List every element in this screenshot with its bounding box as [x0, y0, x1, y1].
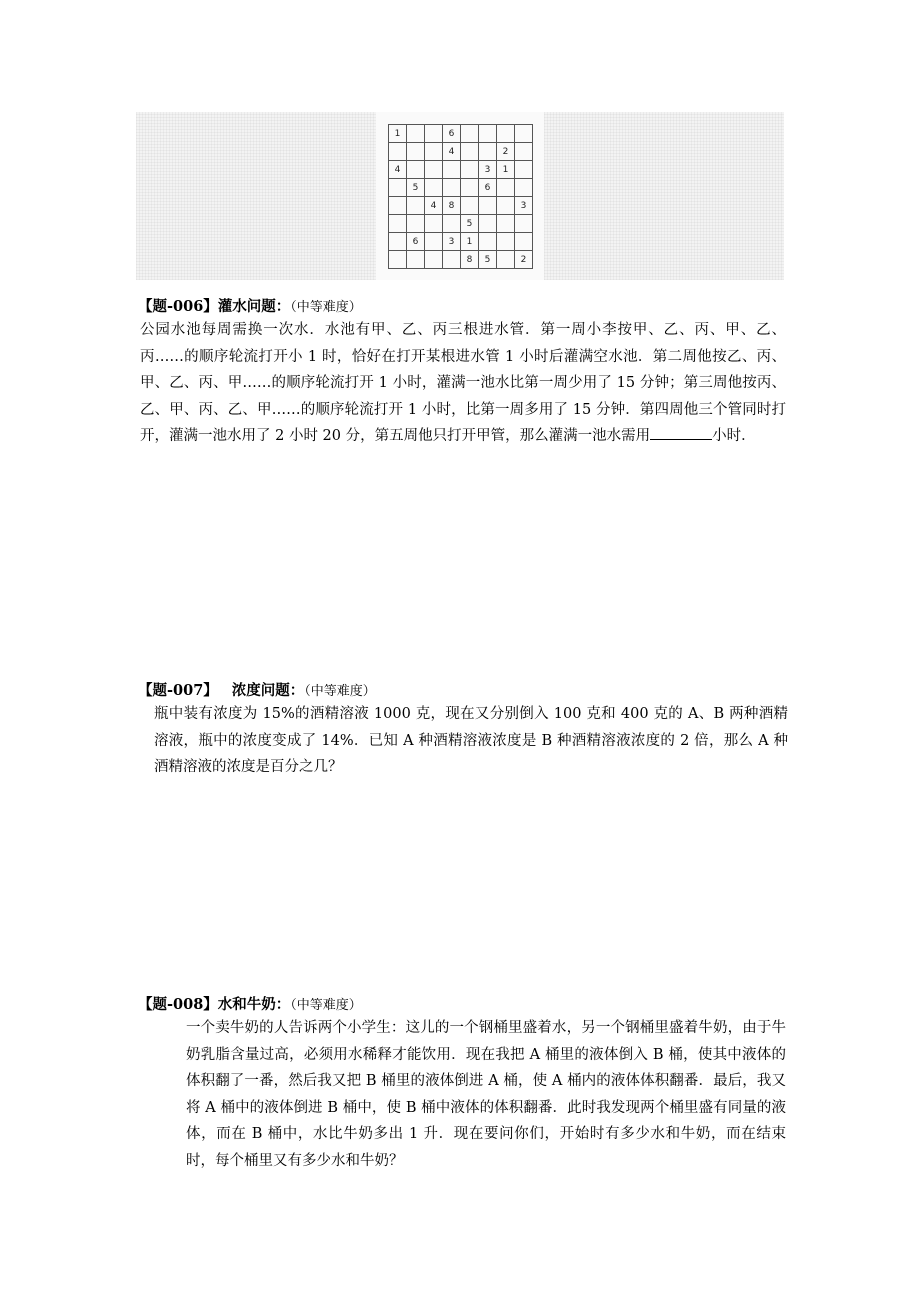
grid-cell: 2: [515, 251, 533, 269]
problem-008-text: 一个卖牛奶的人告诉两个小学生：这儿的一个钢桶里盛着水，另一个钢桶里盛着牛奶，由于牛奶乳脂含量过高，必须用水稀释才能饮用．现在我把 A 桶里的液体倒入 B 桶，使其中液体的体积翻了一番，然后我又把 B 桶里的液体倒进 A 桶，使 A 桶内的液体体积翻番．最后，我又将 A 桶中的液体倒进 B 桶中，使 B 桶中液体的体积翻番．此时我发现两个桶里盛有同量的液体，而在 B 桶中，水比牛奶多出 1 升．现在要问你们，开始时有多少水和牛奶，而在结束时，每个桶里又有多少水和牛奶？: [186, 1020, 786, 1169]
grid-cell: [425, 161, 443, 179]
problem-008-difficulty: （中等难度）: [290, 998, 362, 1013]
grid-cell: [407, 161, 425, 179]
grid-cell: 4: [389, 161, 407, 179]
grid-cell: [407, 251, 425, 269]
grid-cell: [461, 125, 479, 143]
grid-cell: [461, 143, 479, 161]
grid-cell: 6: [479, 179, 497, 197]
problem-006-unit: 小时．: [712, 428, 756, 444]
grid-cell: [479, 197, 497, 215]
grid-cell: [389, 215, 407, 233]
grid-cell: 5: [407, 179, 425, 197]
grid-cell: [425, 233, 443, 251]
answer-blank: [650, 425, 712, 440]
grid-cell: [497, 233, 515, 251]
grid-cell: 5: [461, 215, 479, 233]
grid-cell: [389, 143, 407, 161]
grid-cell: [515, 233, 533, 251]
grid-cell: 8: [443, 197, 461, 215]
grid-cell: [461, 161, 479, 179]
grid-cell: [479, 215, 497, 233]
problem-006-number: 【题-006】: [138, 298, 218, 315]
grid-cell: 3: [479, 161, 497, 179]
grid-cell: [497, 197, 515, 215]
grid-cell: [407, 215, 425, 233]
grid-cell: 1: [389, 125, 407, 143]
grid-cell: [479, 233, 497, 251]
grid-cell: [407, 197, 425, 215]
grid-cell: [497, 179, 515, 197]
grid-cell: 1: [461, 233, 479, 251]
grid-cell: 2: [497, 143, 515, 161]
grid-cell: 4: [425, 197, 443, 215]
grid-cell: [515, 179, 533, 197]
grid-cell: [425, 251, 443, 269]
grid-cell: [425, 215, 443, 233]
grid-cell: [425, 125, 443, 143]
grid-cell: 8: [461, 251, 479, 269]
grid-cell: [407, 143, 425, 161]
grid-cell: [425, 143, 443, 161]
grid-cell: [407, 125, 425, 143]
grid-cell: [389, 233, 407, 251]
problem-008-number: 【题-008】: [138, 996, 218, 1013]
problem-008-title: 水和牛奶：: [217, 996, 291, 1013]
grid-cell: 4: [443, 143, 461, 161]
grid-cell: [389, 197, 407, 215]
grid-cell: [497, 215, 515, 233]
grid-cell: [515, 143, 533, 161]
problem-006-body: 公园水池每周需换一次水．水池有甲、乙、丙三根进水管．第一周小李按甲、乙、丙、甲、乙、丙……的顺序轮流打开小 1 时，恰好在打开某根进水管 1 小时后灌满空水池．第二周他按乙、丙、甲、乙、丙、甲……的顺序轮流打开 1 小时，灌满一池水比第一周少用了 15 分钟；第三周他按丙、乙、甲、丙、乙、甲……的顺序轮流打开 1 小时，比第一周多用了 15 分钟．第四周他三个管同时打开，灌满一池水用了 2 小时 20 分，第五周他只打开甲管，那么灌满一池水需用: [140, 322, 786, 444]
grid-cell: 6: [407, 233, 425, 251]
problem-007-text: 瓶中装有浓度为 15%的酒精溶液 1000 克，现在又分别倒入 100 克和 400 克的 A、B 两种酒精溶液，瓶中的浓度变成了 14%．已知 A 种酒精溶液浓度是 B 种酒精溶液浓度的 2 倍，那么 A 种酒精溶液的浓度是百分之几？: [154, 706, 788, 775]
grid-cell: 5: [479, 251, 497, 269]
number-grid-figure: [376, 112, 544, 280]
problem-006-difficulty: （中等难度）: [290, 300, 362, 315]
grid-cell: [443, 251, 461, 269]
grid-cell: [515, 161, 533, 179]
grid-cell: [425, 179, 443, 197]
problem-007-number: 【题-007】: [138, 682, 218, 699]
grid-cell: [443, 215, 461, 233]
number-grid: [388, 124, 533, 269]
problem-006-title: 灌水问题：: [217, 298, 291, 315]
grid-cell: [515, 125, 533, 143]
grid-cell: 1: [497, 161, 515, 179]
grid-cell: [389, 179, 407, 197]
grid-cell: [497, 251, 515, 269]
grid-cell: [515, 215, 533, 233]
grid-cell: [443, 179, 461, 197]
grid-cell: 6: [443, 125, 461, 143]
problem-007-title: 浓度问题：: [231, 682, 305, 699]
grid-cell: 3: [515, 197, 533, 215]
problem-007-difficulty: （中等难度）: [304, 684, 376, 699]
grid-cell: [497, 125, 515, 143]
grid-cell: [479, 125, 497, 143]
grid-cell: [461, 197, 479, 215]
grid-cell: 3: [443, 233, 461, 251]
grid-cell: [443, 161, 461, 179]
grid-cell: [479, 143, 497, 161]
problem-006-text: [140, 317, 786, 450]
grid-cell: [389, 251, 407, 269]
grid-cell: [461, 179, 479, 197]
